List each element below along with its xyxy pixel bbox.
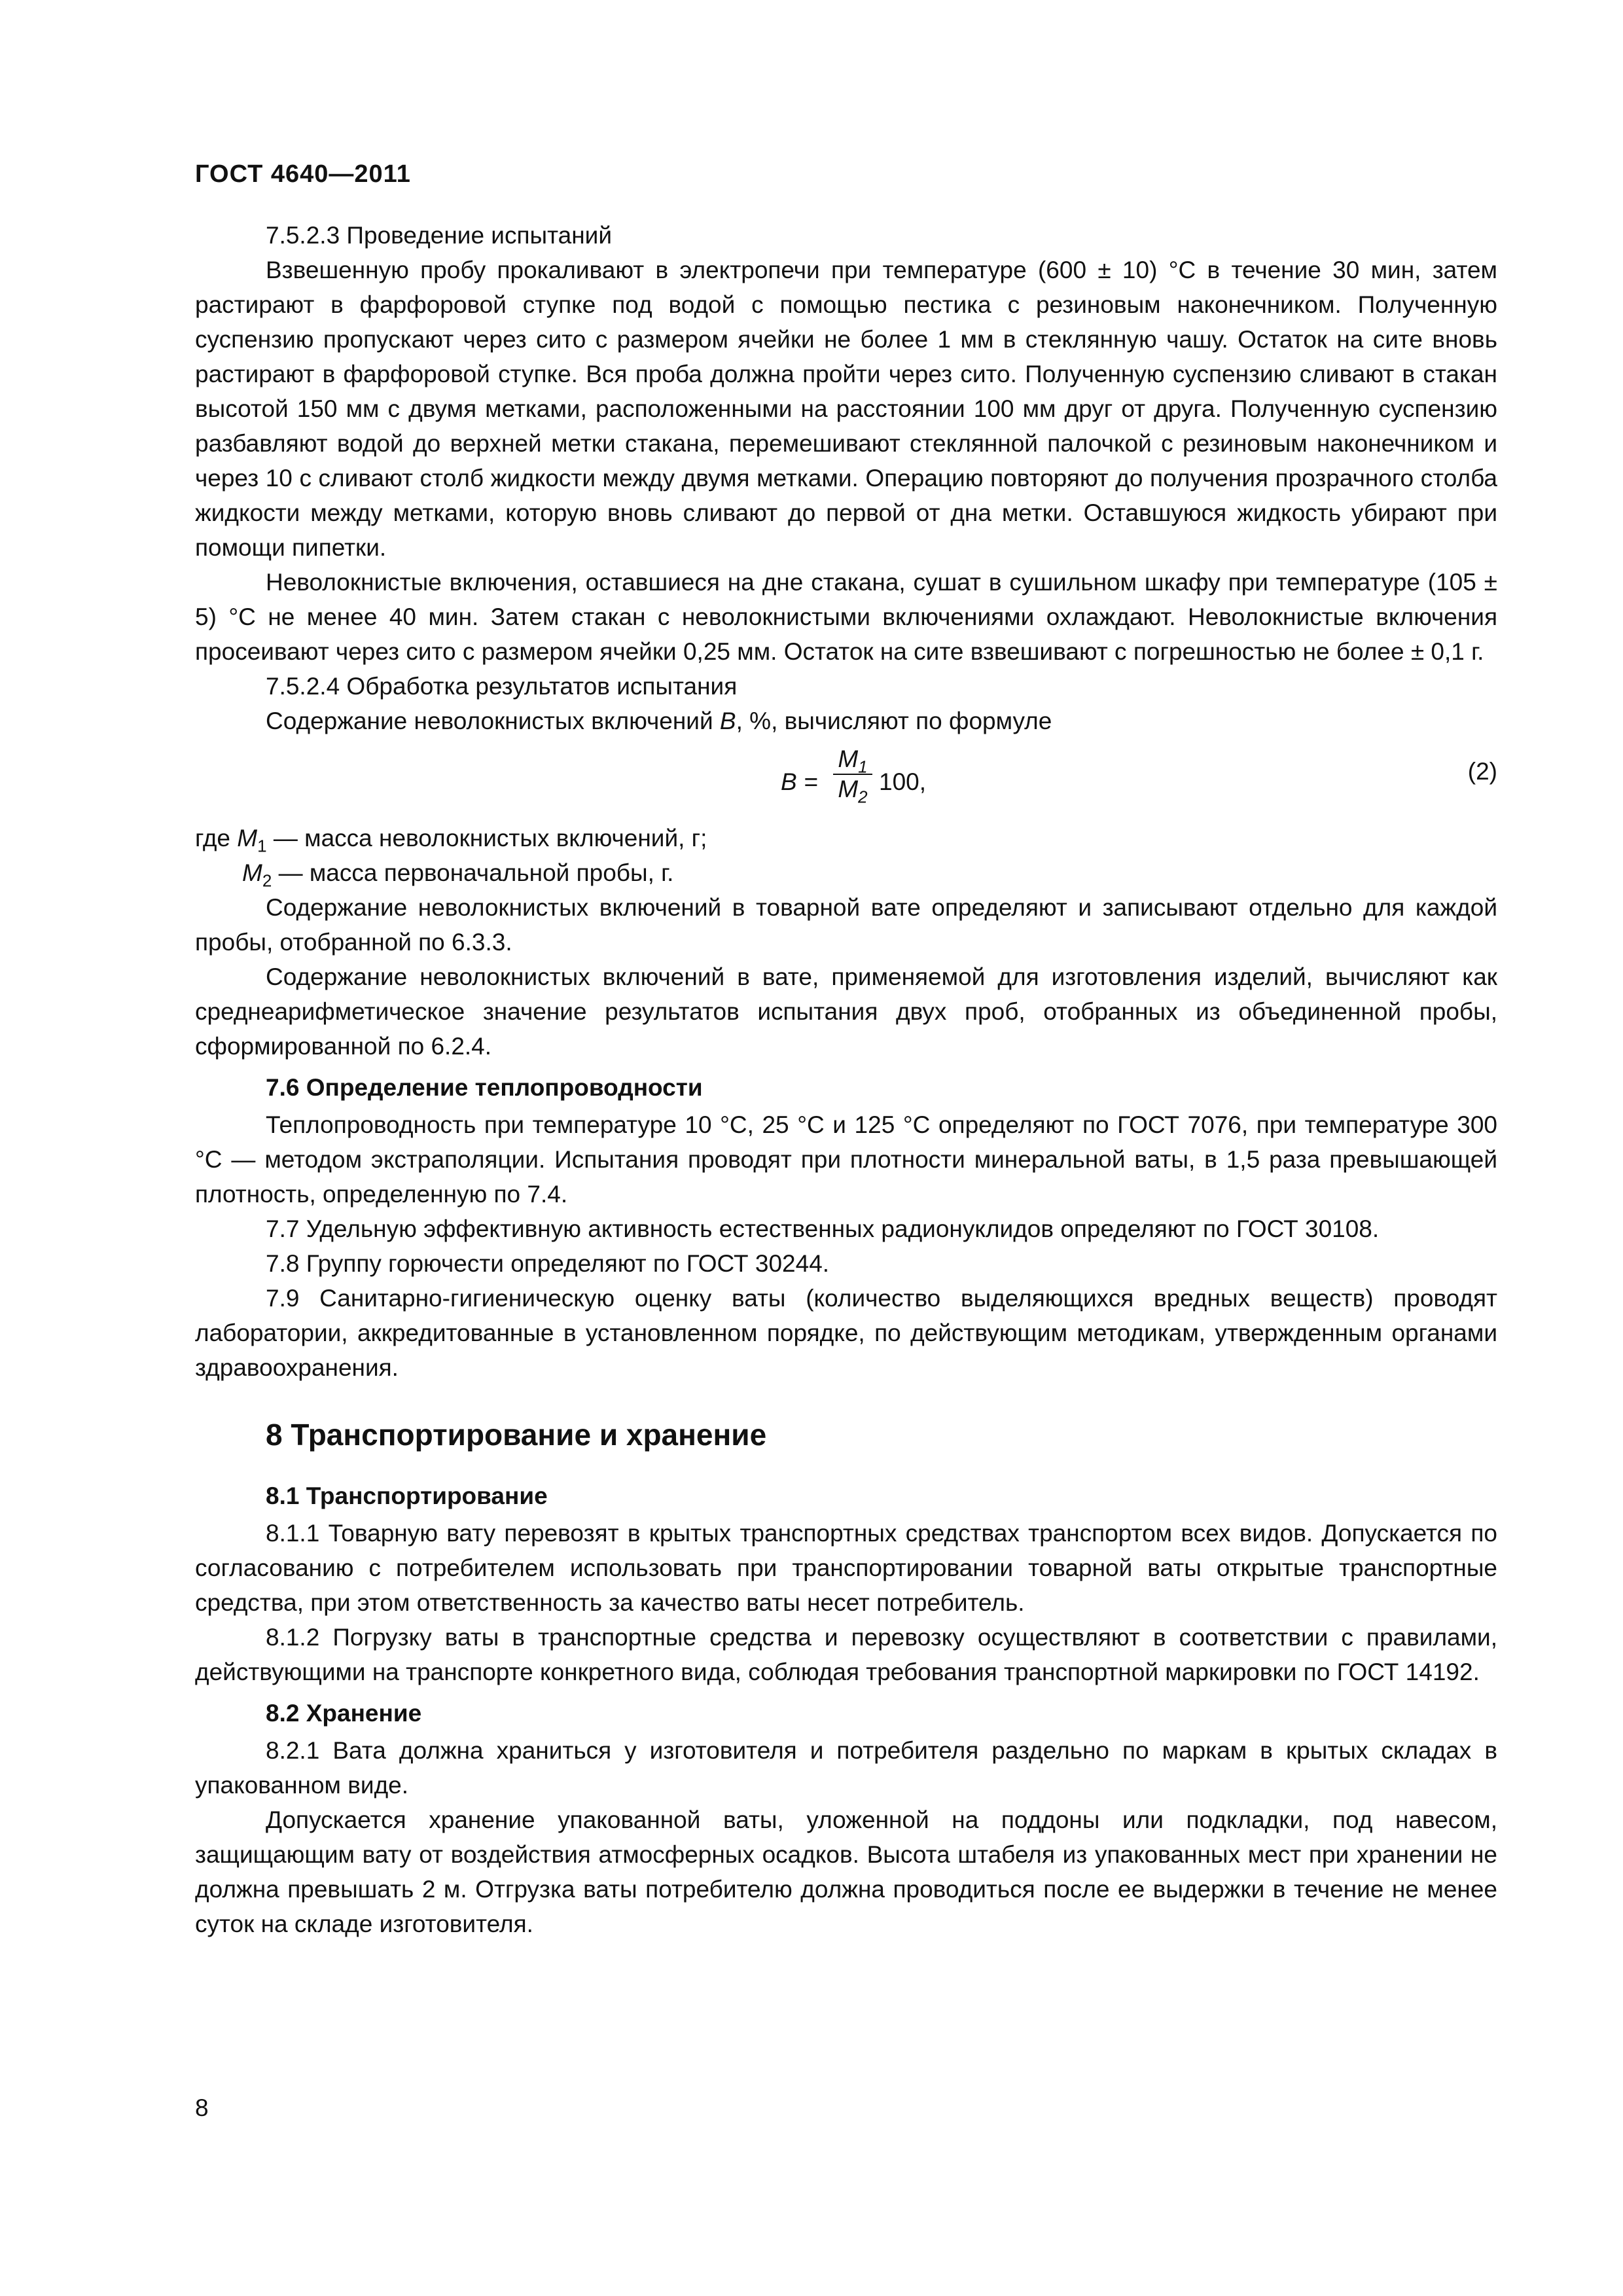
formula-block	[195, 741, 1497, 819]
clause-821-paragraph: 8.2.1 Вата должна храниться у изготовителя и потребителя раздельно по маркам в крытых складах в упакованном виде.	[195, 1737, 1497, 1799]
denominator-subscript: 2	[858, 787, 868, 807]
formula-numerator	[833, 745, 872, 777]
clause-7523-paragraph-2: Неволокнистые включения, оставшиеся на дне стакана, сушат в сушильном шкафу при температуре (105 ± 5) °С не менее 40 мин. Затем стакан с неволокнистыми включениями охлаждают. Неволокнистые включения просеивают через сито с размером ячейки 0,25 мм. Остаток на сите взвешивают с погрешностью не более ± 0,1 г.	[195, 569, 1497, 665]
where-text-2: — масса первоначальной пробы, г.	[272, 859, 674, 886]
page-number: 8	[195, 2094, 209, 2121]
clause-7524-paragraph-4: Содержание неволокнистых включений в вате, применяемой для изготовления изделий, вычисляют как среднеарифметическое значение результатов испытания двух проб, отобранных из объединенной пробы, сформированной по 6.2.4.	[195, 963, 1497, 1060]
where-subscript-2: 2	[262, 870, 272, 891]
clause-76-heading: 7.6 Определение теплопроводности	[266, 1074, 703, 1101]
clause-7524-paragraph-3: Содержание неволокнистых включений в товарной вате определяют и записывают отдельно для каждой пробы, отобранной по 6.3.3.	[195, 894, 1497, 956]
clause-76-paragraph: Теплопроводность при температуре 10 °С, 25 °С и 125 °С определяют по ГОСТ 7076, при температуре 300 °С — методом экстраполяции. Испытания проводят при плотности минеральной ваты, в 1,5 раза превышающей плотность, определенную по 7.4.	[195, 1111, 1497, 1208]
formula-number: (2)	[1467, 758, 1497, 785]
clause-7523-paragraph-1: Взвешенную пробу прокаливают в электропечи при температуре (600 ± 10) °С в течение 30 мин, затем растирают в фарфоровой ступке под водой с помощью пестика с резиновым наконечником. Полученную суспензию пропускают через сито с размером ячейки не более 1 мм в стеклянную чашу. Остаток на сите вновь растирают в фарфоровой ступке. Вся проба должна пройти через сито. Полученную суспензию сливают в стакан высотой 150 мм с двумя метками, расположенными на расстоянии 100 мм друг от друга. Полученную суспензию разбавляют водой до верхней метки стакана, перемешивают стеклянной палочкой с резиновым наконечником и через 10 с сливают столб жидкости между двумя метками. Операцию повторяют до получения прозрачного столба жидкости между метками, которую вновь сливают до первой от дна метки. Оставшуюся жидкость убирают при помощи пипетки.	[195, 257, 1497, 561]
formula-multiplier: 100,	[879, 768, 927, 795]
clause-812-paragraph: 8.1.2 Погрузку ваты в транспортные средства и перевозку осуществляют в соответствии с правилами, действующими на транспорте конкретного вида, соблюдая требования транспортной маркировки по ГОСТ 14192.	[195, 1624, 1497, 1685]
formula-denominator	[833, 776, 872, 807]
where-subscript-1: 1	[257, 836, 267, 856]
clause-77-paragraph: 7.7 Удельную эффективную активность естественных радионуклидов определяют по ГОСТ 30108.	[266, 1215, 1380, 1242]
where-prefix: где	[195, 825, 238, 852]
intro-text-a: Содержание неволокнистых включений	[266, 708, 720, 734]
where-variable-2: M	[242, 859, 262, 886]
where-text-1: — масса неволокнистых включений, г;	[266, 825, 707, 852]
clause-82-heading: 8.2 Хранение	[266, 1700, 422, 1727]
where-line-1	[195, 821, 1497, 855]
document-code-header: ГОСТ 4640—2011	[195, 160, 411, 188]
where-line-2	[195, 855, 1497, 890]
clause-81-heading: 8.1 Транспортирование	[266, 1482, 548, 1509]
formula-lhs: B =	[781, 768, 818, 795]
clause-79-paragraph: 7.9 Санитарно-гигиеническую оценку ваты (количество выделяющихся вредных веществ) проводят лаборатории, аккредитованные в установленном порядке, по действующим методикам, утвержденным органами здравоохранения.	[195, 1285, 1497, 1381]
numerator-variable: M	[838, 745, 859, 772]
intro-variable: B	[719, 708, 736, 734]
clause-82-paragraph-2: Допускается хранение упакованной ваты, уложенной на поддоны или подкладки, под навесом, защищающим вату от воздействия атмосферных осадков. Высота штабеля из упакованных мест при хранении не должна превышать 2 м. Отгрузка ваты потребителю должна проводиться после ее выдержки в течение не менее суток на складе изготовителя.	[195, 1806, 1497, 1937]
intro-text-b: , %, вычисляют по формуле	[736, 708, 1052, 734]
formula-fraction	[833, 745, 872, 807]
section-8-title: 8 Транспортирование и хранение	[266, 1418, 767, 1452]
numerator-subscript: 1	[858, 757, 868, 777]
clause-7524-intro	[195, 704, 1497, 738]
document-page	[195, 157, 1497, 1941]
clause-7523-heading: 7.5.2.3 Проведение испытаний	[266, 222, 612, 249]
clause-811-paragraph: 8.1.1 Товарную вату перевозят в крытых транспортных средствах транспортом всех видов. Допускается по согласованию с потребителем использовать при транспортировании товарной ваты открытые транспортные средства, при этом ответственность за качество ваты несет потребитель.	[195, 1520, 1497, 1616]
where-variable-1: M	[237, 825, 258, 852]
clause-7524-heading: 7.5.2.4 Обработка результатов испытания	[266, 673, 738, 700]
denominator-variable: M	[838, 776, 859, 802]
clause-78-paragraph: 7.8 Группу горючести определяют по ГОСТ 30244.	[266, 1250, 830, 1277]
